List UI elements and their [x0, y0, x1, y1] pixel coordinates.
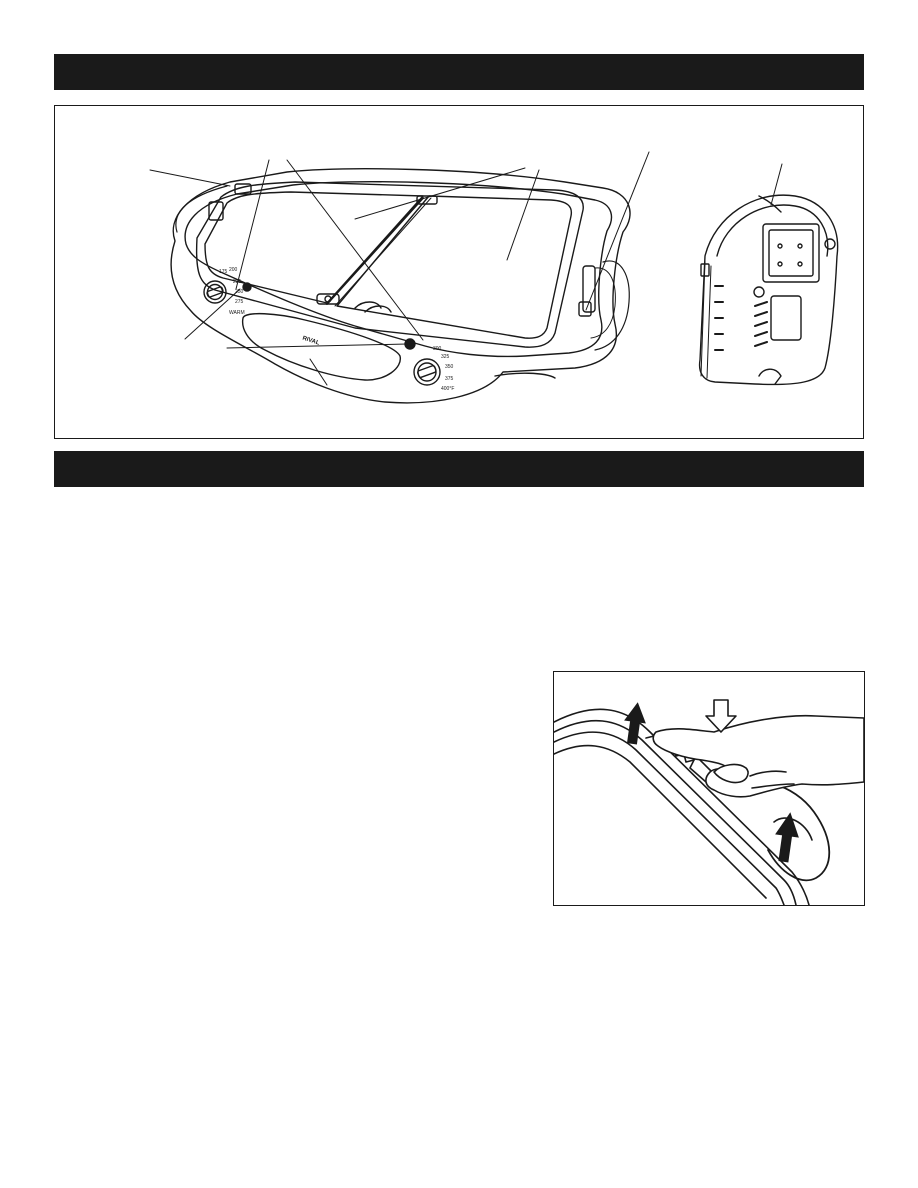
leader-line-left-plate — [355, 168, 525, 219]
cooking-surface-frame — [197, 182, 584, 347]
leader-line-right-plate — [507, 170, 539, 260]
left-dial-mark: 225 — [233, 279, 242, 285]
griddle-rim — [185, 182, 611, 357]
right-grill-plate — [337, 196, 571, 338]
right-dial-mark: 375 — [445, 376, 454, 382]
leader-line-lid — [771, 164, 782, 205]
latch-detail-frame — [553, 671, 865, 906]
parts-diagram-frame — [54, 105, 864, 439]
solid-up-arrow-icon — [621, 701, 649, 746]
right-dial-mark: 350 — [445, 364, 454, 370]
left-dial-mark: WARM — [229, 310, 245, 316]
section-header-bar-middle — [54, 451, 864, 487]
right-temperature-dial — [414, 359, 440, 385]
griddle-parts-illustration — [55, 106, 863, 438]
leader-line-handle — [150, 170, 230, 186]
left-dial-mark: 175 — [219, 269, 228, 275]
griddle-base-outline — [171, 169, 630, 403]
left-dial-mark: 275 — [235, 299, 244, 305]
left-indicator-light — [243, 283, 251, 291]
hand-illustration — [653, 716, 864, 797]
griddle-side-view — [700, 195, 838, 384]
right-dial-mark: 325 — [441, 354, 450, 360]
leader-line-right-dial — [287, 160, 423, 340]
section-header-bar-top — [54, 54, 864, 90]
brand-logo: RIVAL — [301, 335, 321, 347]
right-dial-mark: 400°F — [441, 386, 455, 392]
left-temperature-dial — [204, 281, 226, 303]
end-clip-bar — [583, 266, 595, 312]
end-clip — [579, 302, 591, 316]
right-indicator-light — [405, 339, 415, 349]
latch-release-illustration — [554, 672, 864, 905]
left-dial-mark: 250 — [235, 289, 244, 295]
right-dial-mark: 300 — [433, 346, 442, 352]
left-dial-mark: 200 — [229, 267, 238, 273]
leader-line-left-light — [236, 160, 269, 289]
